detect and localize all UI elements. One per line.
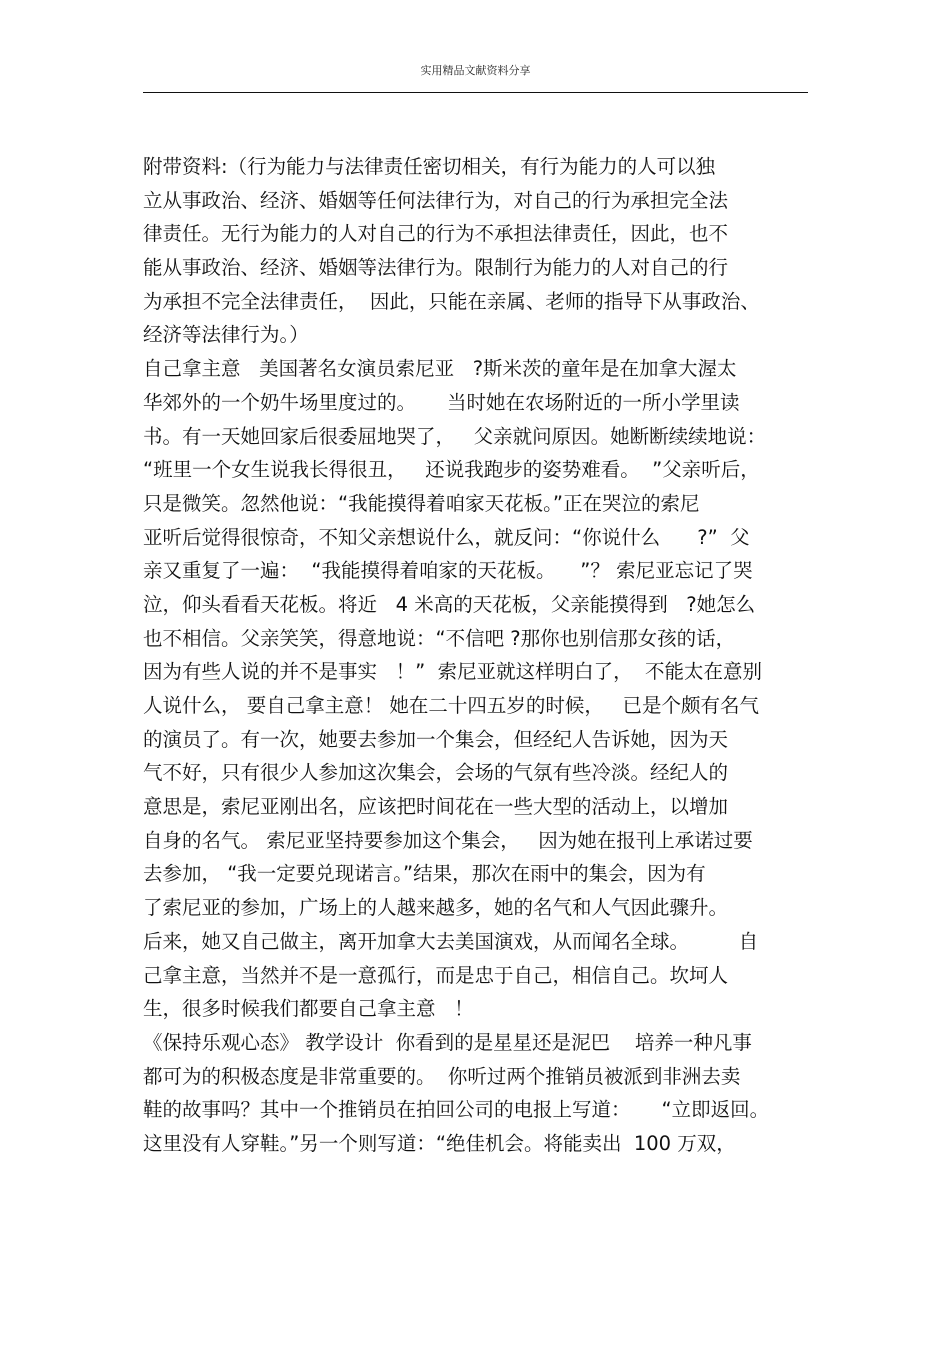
text-line: 鞋的故事吗？其中一个推销员在拍回公司的电报上写道： “立即返回。 [143,1098,770,1122]
text-line: 书。有一天她回家后很委屈地哭了， 父亲就问原因。她断断续续地说： [143,424,767,448]
text-line: “班里一个女生说我长得很丑， 还说我跑步的姿势难看。 ”父亲听后， [143,458,760,482]
header-divider [143,92,808,93]
text-line: 生，很多时候我们都要自己拿主意 ！ [143,997,474,1021]
text-line: 亲又重复了一遍： “我能摸得着咱家的天花板。 ”？ 索尼亚忘记了哭 [143,559,753,583]
text-line: 的演员了。有一次，她要去参加一个集会，但经纪人告诉她，因为天 [143,727,729,751]
text-line: 意思是，索尼亚刚出名，应该把时间花在一些大型的活动上，以增加 [143,795,729,819]
text-line: 这里没有人穿鞋。”另一个则写道：“绝佳机会。将能卖出 100 万双， [143,1131,736,1155]
text-line: 能从事政治、经济、婚姻等法律行为。限制行为能力的人对自己的行 [143,256,729,280]
text-line: 因为有些人说的并不是事实 ！” 索尼亚就这样明白了， 不能太在意别 [143,660,762,684]
text-line: 泣，仰头看看天花板。将近 4 米高的天花板，父亲能摸得到 ?她怎么 [143,592,756,616]
text-line: 立从事政治、经济、婚姻等任何法律行为，对自己的行为承担完全法 [143,188,729,212]
text-line: 都可为的积极态度是非常重要的。 你听过两个推销员被派到非洲去卖 [143,1064,741,1088]
text-line: 去参加， “我一定要兑现诺言。”结果，那次在雨中的集会，因为有 [143,862,706,886]
text-line: 了索尼亚的参加，广场上的人越来越多，她的名气和人气因此骤升。 [143,896,729,920]
text-line: 自己拿主意 美国著名女演员索尼亚 ?斯米茨的童年是在加拿大渥太 [143,357,737,381]
text-line: 人说什么， 要自己拿主意！ 她在二十四五岁的时候， 已是个颇有名气 [143,694,759,717]
document-body [143,150,823,1161]
text-line: 后来，她又自己做主，离开加拿大去美国演戏，从而闻名全球。 自 [143,929,759,953]
page-header: 实用精品文献资料分享 [420,64,531,77]
text-line: 《保持乐观心态》 教学设计 你看到的是星星还是泥巴 培养一种凡事 [143,1030,752,1054]
text-line: 亚听后觉得很惊奇，不知父亲想说什么，就反问：“你说什么 ?” 父 [143,525,750,549]
text-line: 为承担不完全法律责任， 因此，只能在亲属、老师的指导下从事政治、 [143,289,760,313]
text-line: 华郊外的一个奶牛场里度过的。 当时她在农场附近的一所小学里读 [143,390,740,414]
text-line: 只是微笑。忽然他说：“我能摸得着咱家天花板。”正在哭泣的索尼 [143,491,700,515]
text-line: 附带资料:（行为能力与法律责任密切相关，有行为能力的人可以独 [143,155,716,178]
text-line: 己拿主意，当然并不是一意孤行，而是忠于自己，相信自己。坎坷人 [143,963,729,987]
text-line: 也不相信。父亲笑笑，得意地说：“不信吧 ?那你也别信那女孩的话， [143,626,736,650]
text-line: 律责任。无行为能力的人对自己的行为不承担法律责任，因此，也不 [143,222,729,246]
text-line: 自身的名气。 索尼亚坚持要参加这个集会， 因为她在报刊上承诺过要 [143,828,753,852]
text-line: 气不好，只有很少人参加这次集会，会场的气氛有些冷淡。经纪人的 [143,761,729,785]
text-line: 经济等法律行为。） [143,323,309,347]
